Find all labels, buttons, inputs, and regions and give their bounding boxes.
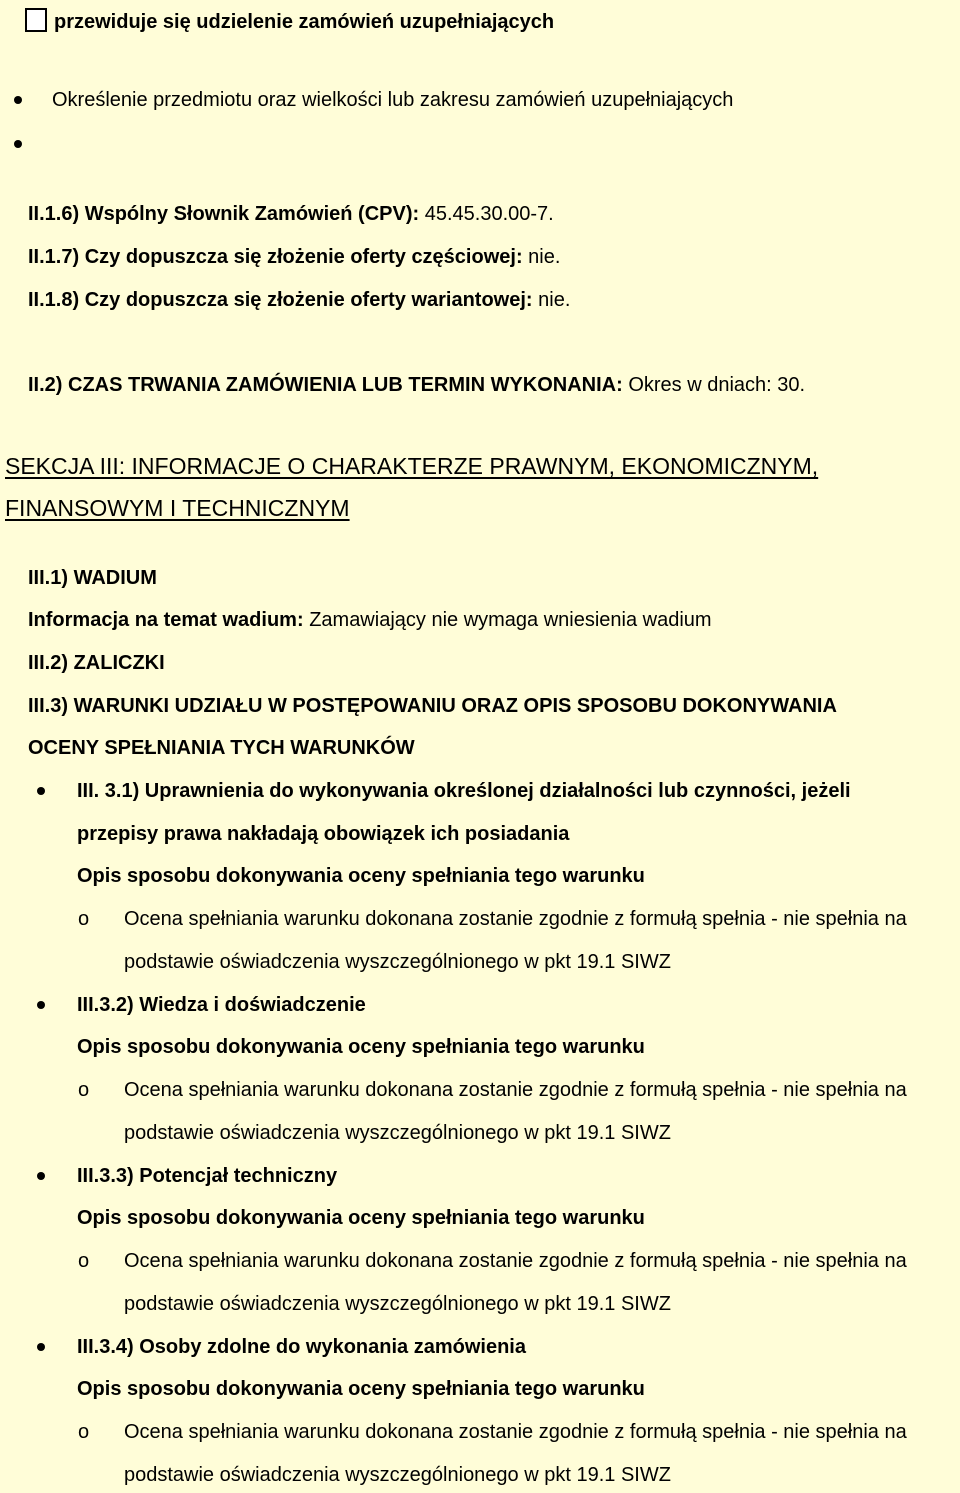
condition-title: III.3.3) Potencjał techniczny	[77, 1165, 338, 1187]
condition-title-cont: przepisy prawa nakładają obowiązek ich posiadania	[77, 823, 570, 845]
wadium-info-row	[28, 608, 712, 632]
condition-eval-cont: podstawie oświadczenia wyszczególnionego w pkt 19.1 SIWZ	[124, 1122, 671, 1144]
section-heading-line1: SEKCJA III: INFORMACJE O CHARAKTERZE PRAWNYM, EKONOMICZNYM,	[5, 453, 819, 479]
condition-title: III. 3.1) Uprawnienia do wykonywania określonej działalności lub czynności, jeżeli	[77, 780, 851, 802]
condition-eval: Ocena spełniania warunku dokonana zostanie zgodnie z formułą spełnia - nie spełnia na	[124, 908, 907, 930]
variant-offer-value: nie.	[538, 289, 571, 311]
bullet-icon	[37, 787, 45, 795]
wadium-info-label: Informacja na temat wadium:	[28, 609, 304, 631]
conditions-heading-line2: OCENY SPEŁNIANIA TYCH WARUNKÓW	[28, 737, 415, 759]
duration-value: Okres w dniach: 30.	[628, 374, 806, 396]
duration-label: II.2) CZAS TRWANIA ZAMÓWIENIA LUB TERMIN WYKONANIA:	[28, 374, 623, 396]
bullet-icon	[14, 96, 22, 104]
supplementary-orders-checkbox[interactable]	[25, 8, 47, 32]
checkbox-label: przewiduje się udzielenie zamówień uzupełniających	[54, 11, 555, 33]
bullet-icon	[14, 140, 22, 148]
bullet-icon	[37, 1001, 45, 1009]
partial-offer-label: II.1.7) Czy dopuszcza się złożenie oferty częściowej:	[28, 246, 523, 268]
circle-bullet-icon: o	[78, 1079, 90, 1101]
conditions-heading-line1: III.3) WARUNKI UDZIAŁU W POSTĘPOWANIU ORAZ OPIS SPOSOBU DOKONYWANIA	[28, 695, 837, 717]
cpv-label: II.1.6) Wspólny Słownik Zamówień (CPV):	[28, 203, 420, 225]
cpv-row	[28, 202, 554, 226]
condition-eval: Ocena spełniania warunku dokonana zostanie zgodnie z formułą spełnia - nie spełnia na	[124, 1421, 907, 1443]
wadium-info-value: Zamawiający nie wymaga wniesienia wadium	[309, 609, 712, 631]
condition-desc-label: Opis sposobu dokonywania oceny spełniania tego warunku	[77, 1207, 645, 1229]
condition-desc-label: Opis sposobu dokonywania oceny spełniania tego warunku	[77, 1378, 645, 1400]
condition-desc-label: Opis sposobu dokonywania oceny spełniania tego warunku	[77, 865, 645, 887]
zaliczki-heading: III.2) ZALICZKI	[28, 652, 165, 674]
condition-eval-cont: podstawie oświadczenia wyszczególnionego w pkt 19.1 SIWZ	[124, 951, 671, 973]
variant-offer-row	[28, 288, 570, 312]
condition-eval-cont: podstawie oświadczenia wyszczególnionego w pkt 19.1 SIWZ	[124, 1464, 671, 1486]
condition-eval: Ocena spełniania warunku dokonana zostanie zgodnie z formułą spełnia - nie spełnia na	[124, 1079, 907, 1101]
circle-bullet-icon: o	[78, 908, 90, 930]
circle-bullet-icon: o	[78, 1250, 90, 1272]
cpv-value: 45.45.30.00-7.	[424, 203, 554, 225]
wadium-heading: III.1) WADIUM	[28, 567, 157, 589]
partial-offer-value: nie.	[528, 246, 561, 268]
duration-row	[28, 373, 805, 397]
condition-title: III.3.2) Wiedza i doświadczenie	[77, 994, 366, 1016]
condition-eval: Ocena spełniania warunku dokonana zostanie zgodnie z formułą spełnia - nie spełnia na	[124, 1250, 907, 1272]
section-heading-line2: FINANSOWYM I TECHNICZNYM	[5, 495, 350, 521]
condition-title: III.3.4) Osoby zdolne do wykonania zamówienia	[77, 1336, 526, 1358]
bullet-icon	[37, 1172, 45, 1180]
variant-offer-label: II.1.8) Czy dopuszcza się złożenie oferty wariantowej:	[28, 289, 533, 311]
condition-desc-label: Opis sposobu dokonywania oceny spełniania tego warunku	[77, 1036, 645, 1058]
circle-bullet-icon: o	[78, 1421, 90, 1443]
condition-eval-cont: podstawie oświadczenia wyszczególnionego w pkt 19.1 SIWZ	[124, 1293, 671, 1315]
partial-offer-row	[28, 245, 560, 269]
supplementary-scope-item: Określenie przedmiotu oraz wielkości lub zakresu zamówień uzupełniających	[52, 89, 734, 111]
bullet-icon	[37, 1343, 45, 1351]
